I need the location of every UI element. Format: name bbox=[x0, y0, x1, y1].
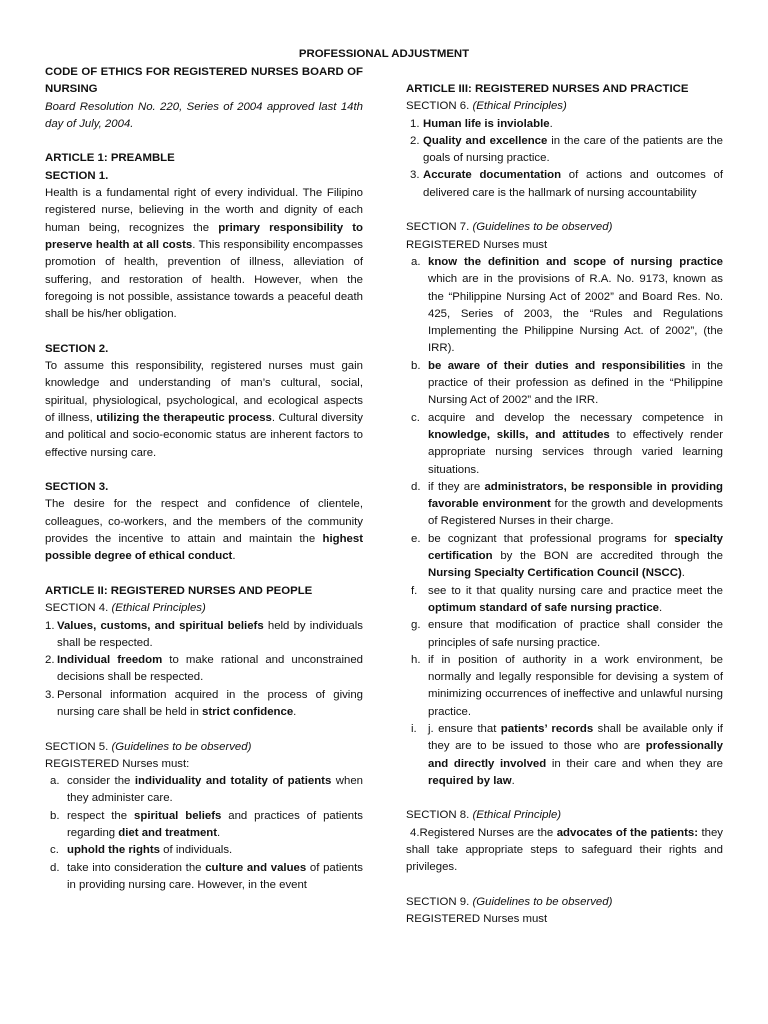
left-column bbox=[45, 64, 363, 894]
section-4-list bbox=[45, 618, 363, 722]
document-title: PROFESSIONAL ADJUSTMENT bbox=[298, 48, 470, 60]
section-1-heading: SECTION 1. bbox=[45, 169, 109, 182]
section-2-heading: SECTION 2. bbox=[45, 342, 109, 355]
list-item: 3. Accurate documentation of actions and outcomes of delivered care is the hallmark of nursing accountability bbox=[410, 169, 723, 199]
list-item: i. j. ensure that patients’ records shall be available only if they are to be issued to those who are professionally and directly involved in their care and when they are required by law. bbox=[411, 722, 723, 787]
section-1-body: Health is a fundamental right of every individual. The Filipino registered nurse, believing in the worth and dignity of each human being, recognizes the primary responsibility to preserve health at all costs. This responsibility encompasses promotion of health, prevention of illness, alleviation of suffering, and restoration of health. However, when the foregoing is not possible, assistance towards a peaceful death shall be his/her obligation. bbox=[45, 187, 364, 321]
section-6-heading: SECTION 6. (Ethical Principles) bbox=[406, 100, 567, 113]
board-resolution: Board Resolution No. 220, Series of 2004 approved last 14th day of July, 2004. bbox=[45, 100, 363, 130]
section-7-lead: REGISTERED Nurses must bbox=[406, 238, 548, 251]
article-2-heading: ARTICLE II: REGISTERED NURSES AND PEOPLE bbox=[45, 584, 313, 597]
section-5-lead: REGISTERED Nurses must: bbox=[45, 757, 190, 770]
list-item: 2. Individual freedom to make rational and unconstrained decisions shall be respected. bbox=[45, 654, 363, 684]
list-item: c. acquire and develop the necessary competence in knowledge, skills, and attitudes to effectively render appropriate nursing services through varied learning situations. bbox=[411, 411, 723, 476]
section-2-body: To assume this responsibility, registered nurses must gain knowledge and understanding of man’s cultural, social, spiritual, physiological, psychological, and ecological aspects of illness, utilizing the therapeutic process. Cultural diversity and political and socio-economic status are inherent factors to effective nursing care. bbox=[45, 360, 364, 459]
section-9-heading: SECTION 9. (Guidelines to be observed) bbox=[406, 895, 613, 908]
list-item: 3. Personal information acquired in the process of giving nursing care shall be held in strict confidence. bbox=[45, 688, 363, 718]
list-item: 1. Values, customs, and spiritual beliefs held by individuals shall be respected. bbox=[45, 619, 363, 649]
section-3-body: The desire for the respect and confidence of clientele, colleagues, co-workers, and the members of the community provides the incentive to attain and maintain the highest possible degree of ethical conduct. bbox=[45, 498, 363, 563]
section-3-heading: SECTION 3. bbox=[45, 481, 109, 494]
list-item: b. be aware of their duties and responsibilities in the practice of their profession as defined in the “Philippine Nursing Act of 2002” and the IRR. bbox=[411, 359, 723, 407]
list-item: g. ensure that modification of practice shall consider the principles of safe nursing practice. bbox=[411, 619, 723, 649]
section-6-list bbox=[410, 116, 723, 202]
list-item: d. take into consideration the culture and values of patients in providing nursing care. However, in the event bbox=[50, 861, 363, 891]
section-5-list bbox=[50, 773, 363, 894]
section-9-lead: REGISTERED Nurses must bbox=[406, 913, 548, 926]
list-item: d. if they are administrators, be responsible in providing favorable environment for the growth and developments of Registered Nurses in their charge. bbox=[411, 480, 723, 528]
section-4-heading: SECTION 4. (Ethical Principles) bbox=[45, 602, 206, 615]
section-8-heading: SECTION 8. (Ethical Principle) bbox=[406, 809, 562, 822]
article-3-heading: ARTICLE III: REGISTERED NURSES AND PRACTICE bbox=[406, 83, 689, 95]
list-item: 1. Human life is inviolable. bbox=[410, 117, 553, 130]
right-column bbox=[406, 81, 723, 929]
list-item: c. uphold the rights of individuals. bbox=[50, 844, 233, 857]
section-5-heading: SECTION 5. (Guidelines to be observed) bbox=[45, 740, 252, 753]
section-8-body: 4.Registered Nurses are the advocates of the patients: they shall take appropriate steps to safeguard their rights and privileges. bbox=[406, 826, 723, 874]
list-item: h. if in position of authority in a work environment, be normally and legally responsible for devising a system of minimizing occurrences of ineffective and unlawful nursing practice. bbox=[411, 653, 723, 718]
list-item: e. be cognizant that professional programs for specialty certification by the BON are accredited through the Nursing Specialty Certification Council (NSCC). bbox=[411, 532, 723, 580]
list-item: b. respect the spiritual beliefs and practices of patients regarding diet and treatment. bbox=[50, 809, 363, 840]
section-7-heading: SECTION 7. (Guidelines to be observed) bbox=[406, 221, 613, 234]
list-item: f. see to it that quality nursing care and practice meet the optimum standard of safe nursing practice. bbox=[411, 584, 723, 614]
list-item: 2. Quality and excellence in the care of the patients are the goals of nursing practice. bbox=[410, 134, 724, 165]
list-item: a. consider the individuality and totality of patients when they administer care. bbox=[50, 775, 364, 805]
section-7-list bbox=[411, 254, 723, 790]
list-item: a. know the definition and scope of nursing practice which are in the provisions of R.A. No. 9173, known as the “Philippine Nursing Act of 2002” and Board Res. No. 425, Series of 2003, the “Rules and Regulations Implementing the Philippine Nursing Act. of 2002”, (the IRR). bbox=[411, 255, 723, 355]
code-title: CODE OF ETHICS FOR REGISTERED NURSES BOARD OF NURSING bbox=[45, 66, 363, 96]
article-1-heading: ARTICLE 1: PREAMBLE bbox=[45, 152, 175, 165]
